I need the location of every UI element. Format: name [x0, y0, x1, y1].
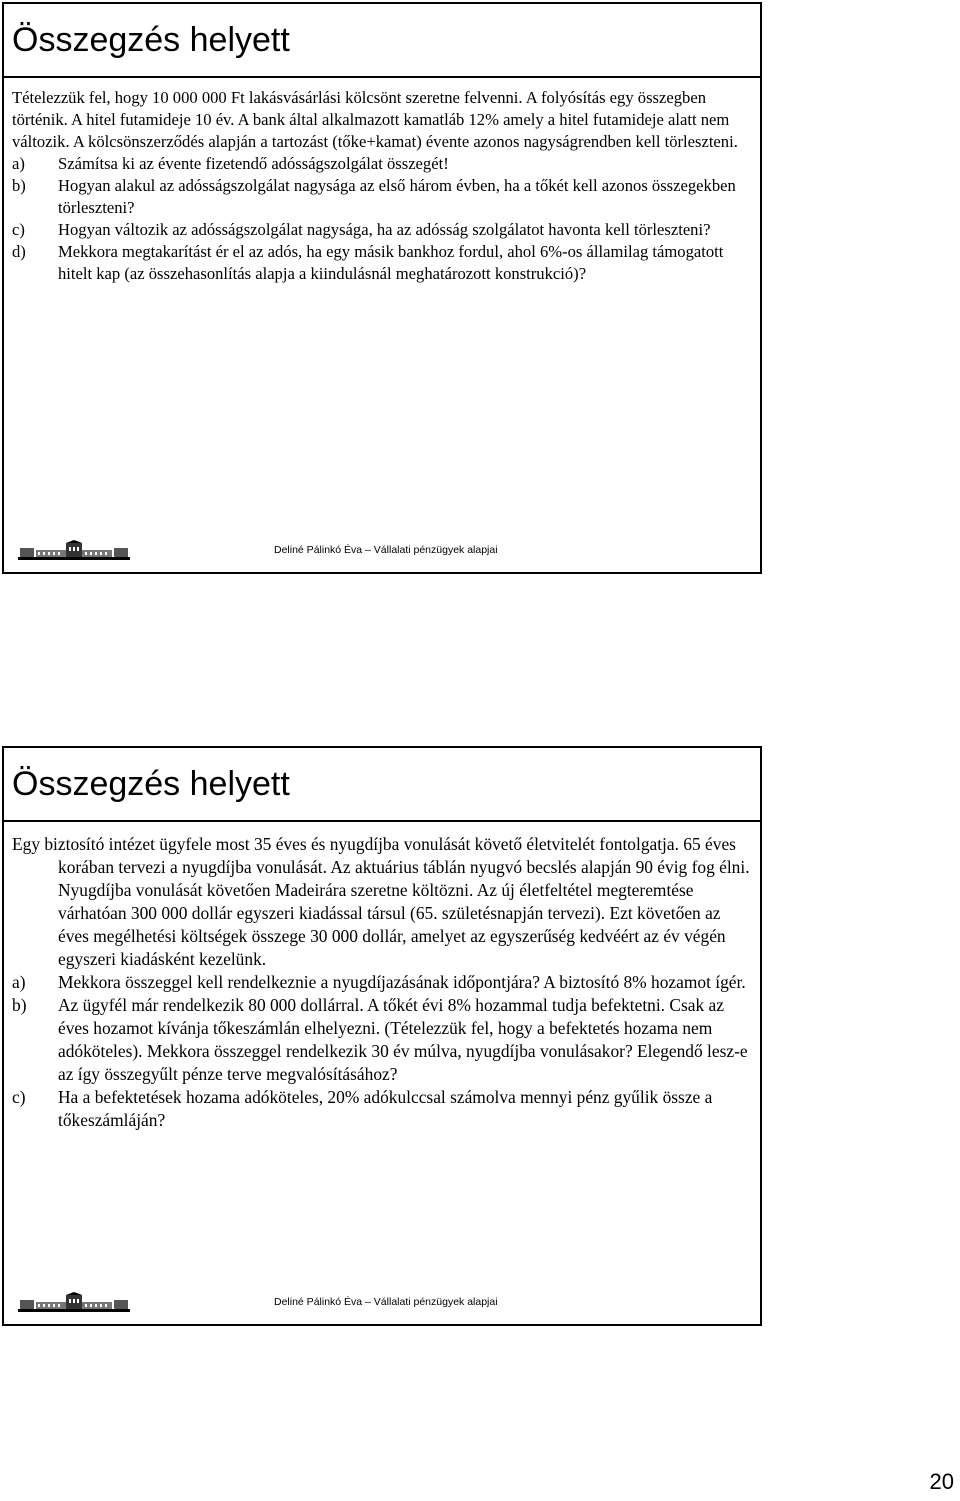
item-label: b) — [12, 176, 26, 195]
item-text: Hogyan alakul az adósságszolgálat nagysága az első három évben, ha a tőkét kell azonos összegekben törleszteni? — [58, 176, 736, 217]
intro-paragraph: Tételezzük fel, hogy 10 000 000 Ft lakásvásárlási kölcsönt szeretne felvenni. A folyósítás egy összegben történik. A hitel futamideje 10 év. A bank által alkalmazott kamatláb 12% amely a hitel futamideje alatt nem változik. A kölcsönszerződés alapján a tartozást (tőke+kamat) évente azonos nagyságrendben kell törleszteni. — [12, 88, 738, 151]
item-text: Hogyan változik az adósságszolgálat nagysága, ha az adósság szolgálatot havonta kell törleszteni? — [58, 220, 711, 239]
slide-footer — [4, 1284, 760, 1324]
list-item — [12, 241, 754, 285]
list-item — [12, 219, 754, 241]
footer-credit: Deliné Pálinkó Éva – Vállalati pénzügyek alapjai — [274, 1296, 498, 1308]
list-item — [12, 1086, 754, 1132]
slide-body — [12, 833, 754, 1132]
item-label: a) — [12, 154, 25, 173]
page-number: 20 — [929, 1469, 954, 1494]
university-building-logo-icon — [18, 540, 130, 560]
list-item — [12, 994, 754, 1086]
item-label: c) — [12, 1087, 26, 1107]
title-divider — [4, 820, 760, 822]
list-item — [12, 971, 754, 994]
slide-title: Összegzés helyett — [12, 765, 290, 803]
slide-title: Összegzés helyett — [12, 21, 290, 59]
footer-credit: Deliné Pálinkó Éva – Vállalati pénzügyek alapjai — [274, 544, 498, 556]
item-label: a) — [12, 972, 26, 992]
item-label: b) — [12, 995, 27, 1015]
item-text: Számítsa ki az évente fizetendő adósságszolgálat összegét! — [58, 154, 449, 173]
slide-1 — [2, 2, 762, 574]
item-label: c) — [12, 220, 25, 239]
list-item — [12, 175, 754, 219]
item-label: d) — [12, 242, 26, 261]
list-item — [12, 153, 754, 175]
item-text: Mekkora megtakarítást ér el az adós, ha egy másik bankhoz fordul, ahol 6%-os államilag támogatott hitelt kap (az összehasonlítás alapja a kiindulásnál meghatározott konstrukció)? — [58, 242, 724, 283]
item-text: Az ügyfél már rendelkezik 80 000 dollárral. A tőkét évi 8% hozammal tudja befektetni. Csak az éves hozamot kívánja tőkeszámlán elhelyezni. (Tételezzük fel, hogy a befektetés hozama nem adóköteles). Mekkora összeggel rendelkezik 30 év múlva, nyugdíjba vonulásakor? Elegendő lesz-e az így összegyűlt pénze terve megvalósításához? — [58, 995, 748, 1084]
item-text: Ha a befektetések hozama adóköteles, 20% adókulccsal számolva mennyi pénz gyűlik össze a tőkeszámláján? — [58, 1087, 713, 1130]
title-divider — [4, 76, 760, 78]
intro-paragraph: Egy biztosító intézet ügyfele most 35 éves és nyugdíjba vonulását követő életvitelét fontolgatja. 65 éves korában tervezi a nyugdíjba vonulását. Az aktuárius táblán nyugvó becslés alapján 90 évig fog élni. Nyugdíjba vonulását követően Madeirára szeretne költözni. Az új életfeltétel megteremtése várhatóan 300 000 dollár egyszeri kiadással társul (65. születésnapján tervezi). Ezt követően az éves megélhetési költségek összege 30 000 dollár, amelyet az egyszerűség kedvéért az év végén egyszeri kiadásként kezelünk. — [12, 834, 750, 969]
item-text: Mekkora összeggel kell rendelkeznie a nyugdíjazásának időpontjára? A biztosító 8% hozamot ígér. — [58, 972, 746, 992]
slide-2 — [2, 746, 762, 1326]
slide-body — [12, 87, 754, 285]
university-building-logo-icon — [18, 1292, 130, 1312]
slide-footer — [4, 532, 760, 572]
